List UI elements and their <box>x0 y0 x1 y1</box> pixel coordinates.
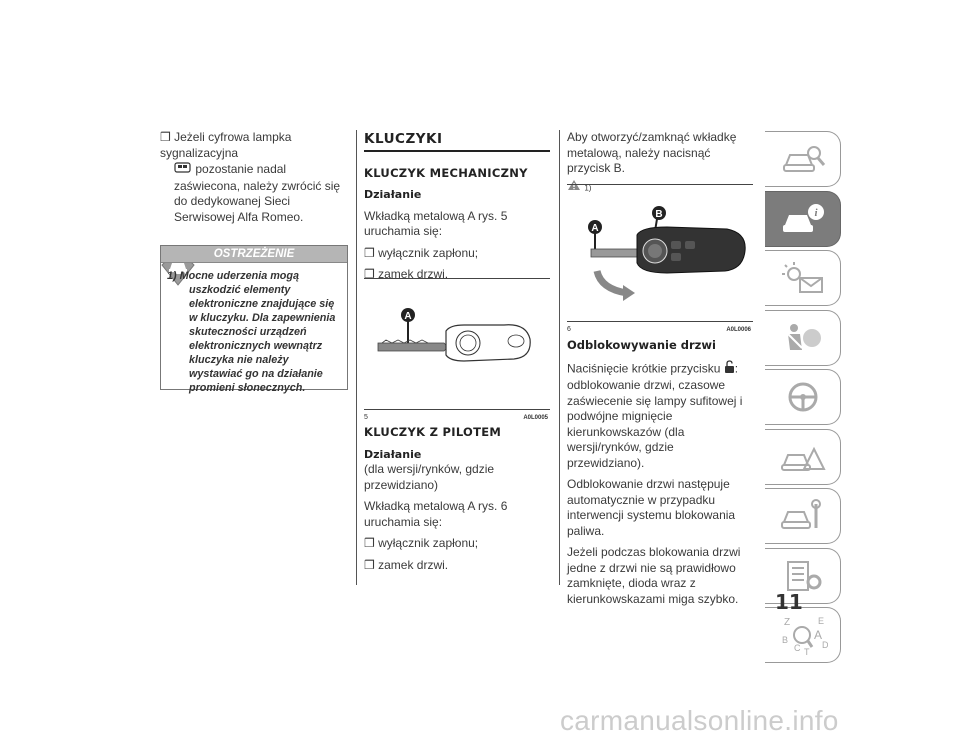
column-2-lower <box>364 425 550 579</box>
car-info-icon <box>780 201 826 237</box>
remote-key-illustration <box>567 185 753 321</box>
seatbelt-airbag-icon <box>780 320 826 356</box>
tab-warning-lights[interactable] <box>765 250 841 306</box>
unlock-icon <box>724 360 735 379</box>
paragraph-door-unlock: Naciśnięcie krótkie przycisku : odblokowanie drzwi, czasowe zaświecenie się lampy sufitowej i podwójne mignięcie kierunkowskazów (dla wersji/rynków, gdzie przewidziano). <box>567 360 743 470</box>
figure-code: A0L0005 <box>523 415 548 421</box>
warning-reference: 1) <box>567 179 753 196</box>
figure-number: 5 <box>364 414 368 421</box>
car-warning-triangle-icon <box>780 439 826 475</box>
svg-text:T: T <box>803 647 809 655</box>
paragraph-door-not-closed: Jeżeli podczas blokowania drzwi jedne z drzwi nie są prawidłowo zamknięte, dioda wraz z kierunkowskazami miga szybko. <box>567 545 741 606</box>
svg-text:A: A <box>813 628 822 642</box>
svg-text:D: D <box>821 640 828 650</box>
bullet-ignition-2: ❒ wyłącznik zapłonu; <box>364 536 550 552</box>
subheading-operation-2: Działanie <box>364 447 422 461</box>
tab-index[interactable] <box>765 607 841 663</box>
warning-box <box>160 245 348 394</box>
subheading-operation-1: Działanie <box>364 188 422 201</box>
warning-header: OSTRZEŻENIE <box>161 246 347 263</box>
car-search-icon <box>780 141 826 177</box>
figure-code: A0L0006 <box>726 327 751 333</box>
tab-car-info[interactable] <box>765 191 841 247</box>
document-gear-icon <box>780 558 826 594</box>
tab-safety[interactable] <box>765 310 841 366</box>
paragraph-warning-light-cont: pozostanie nadal zaświecona, należy zwrócić się do dedykowanej Sieci Serwisowej Alfa Romeo. <box>174 161 341 224</box>
paragraph-auto-unlock: Odblokowanie drzwi następuje automatycznie w przypadku interwencji systemu blokowania paliwa. <box>567 477 736 538</box>
svg-text:Z: Z <box>783 617 790 628</box>
car-wrench-icon <box>780 498 826 534</box>
column-2 <box>364 130 550 289</box>
warning-light-message-icon <box>780 260 826 296</box>
column-divider-2 <box>559 130 560 585</box>
paragraph-key-insert-1: Wkładką metalową A rys. 5 uruchamia się: <box>364 208 508 238</box>
note-versions: (dla wersji/rynków, gdzie przewidziano) <box>364 462 495 492</box>
alphabet-index-icon <box>778 615 828 655</box>
mechanical-key-illustration <box>364 279 550 409</box>
figure-label-a: A <box>591 223 599 234</box>
svg-text:E: E <box>817 616 824 626</box>
svg-text:C: C <box>793 643 800 653</box>
tab-emergency[interactable] <box>765 429 841 485</box>
heading-door-unlock: Odblokowywanie drzwi <box>567 338 716 352</box>
svg-text:B: B <box>781 635 788 645</box>
watermark: carmanualsonline.info <box>560 705 839 736</box>
figure-label-a: A <box>404 311 412 322</box>
chapter-title: KLUCZYKI <box>364 132 550 152</box>
bullet-door-lock-1: ❒ zamek drzwi. <box>364 267 550 283</box>
chapter-tabs <box>765 131 841 667</box>
warning-item: 1) Mocne uderzenia mogą uszkodzić elementy elektroniczne znajdujące się w kluczyku. Dla zapewnienia skuteczności urządzeń elektronicznych wewnątrz kluczyka nie należy wystawiać go na działanie promieni słonecznych. <box>167 270 336 394</box>
section-title-remote-key: KLUCZYK Z PILOTEM <box>364 425 502 439</box>
figure-label-b: B <box>655 209 663 220</box>
bullet-ignition-1: ❒ wyłącznik zapłonu; <box>364 246 550 262</box>
figure-6 <box>567 184 753 333</box>
section-title-mechanical-key: KLUCZYK MECHANICZNY <box>364 165 528 180</box>
tab-maintenance[interactable] <box>765 488 841 544</box>
paragraph-open-insert: Aby otworzyć/zamknąć wkładkę metalową, należy nacisnąć przycisk B. <box>567 130 737 175</box>
engine-warning-icon <box>174 161 192 179</box>
steering-wheel-icon <box>780 379 826 415</box>
paragraph-warning-light: ❒ Jeżeli cyfrowa lampka sygnalizacyjna <box>160 130 348 161</box>
column-divider-1 <box>356 130 357 585</box>
page-number: 11 <box>775 590 803 614</box>
bullet-door-lock-2: ❒ zamek drzwi. <box>364 558 550 574</box>
column-3-lower <box>567 332 753 613</box>
paragraph-key-insert-2: Wkładką metalową A rys. 6 uruchamia się: <box>364 499 508 529</box>
warning-text <box>161 263 347 395</box>
figure-5 <box>364 278 550 421</box>
tab-car-search[interactable] <box>765 131 841 187</box>
figure-number: 6 <box>567 326 571 333</box>
tab-starting-driving[interactable] <box>765 369 841 425</box>
svg-text:i: i <box>813 206 818 219</box>
